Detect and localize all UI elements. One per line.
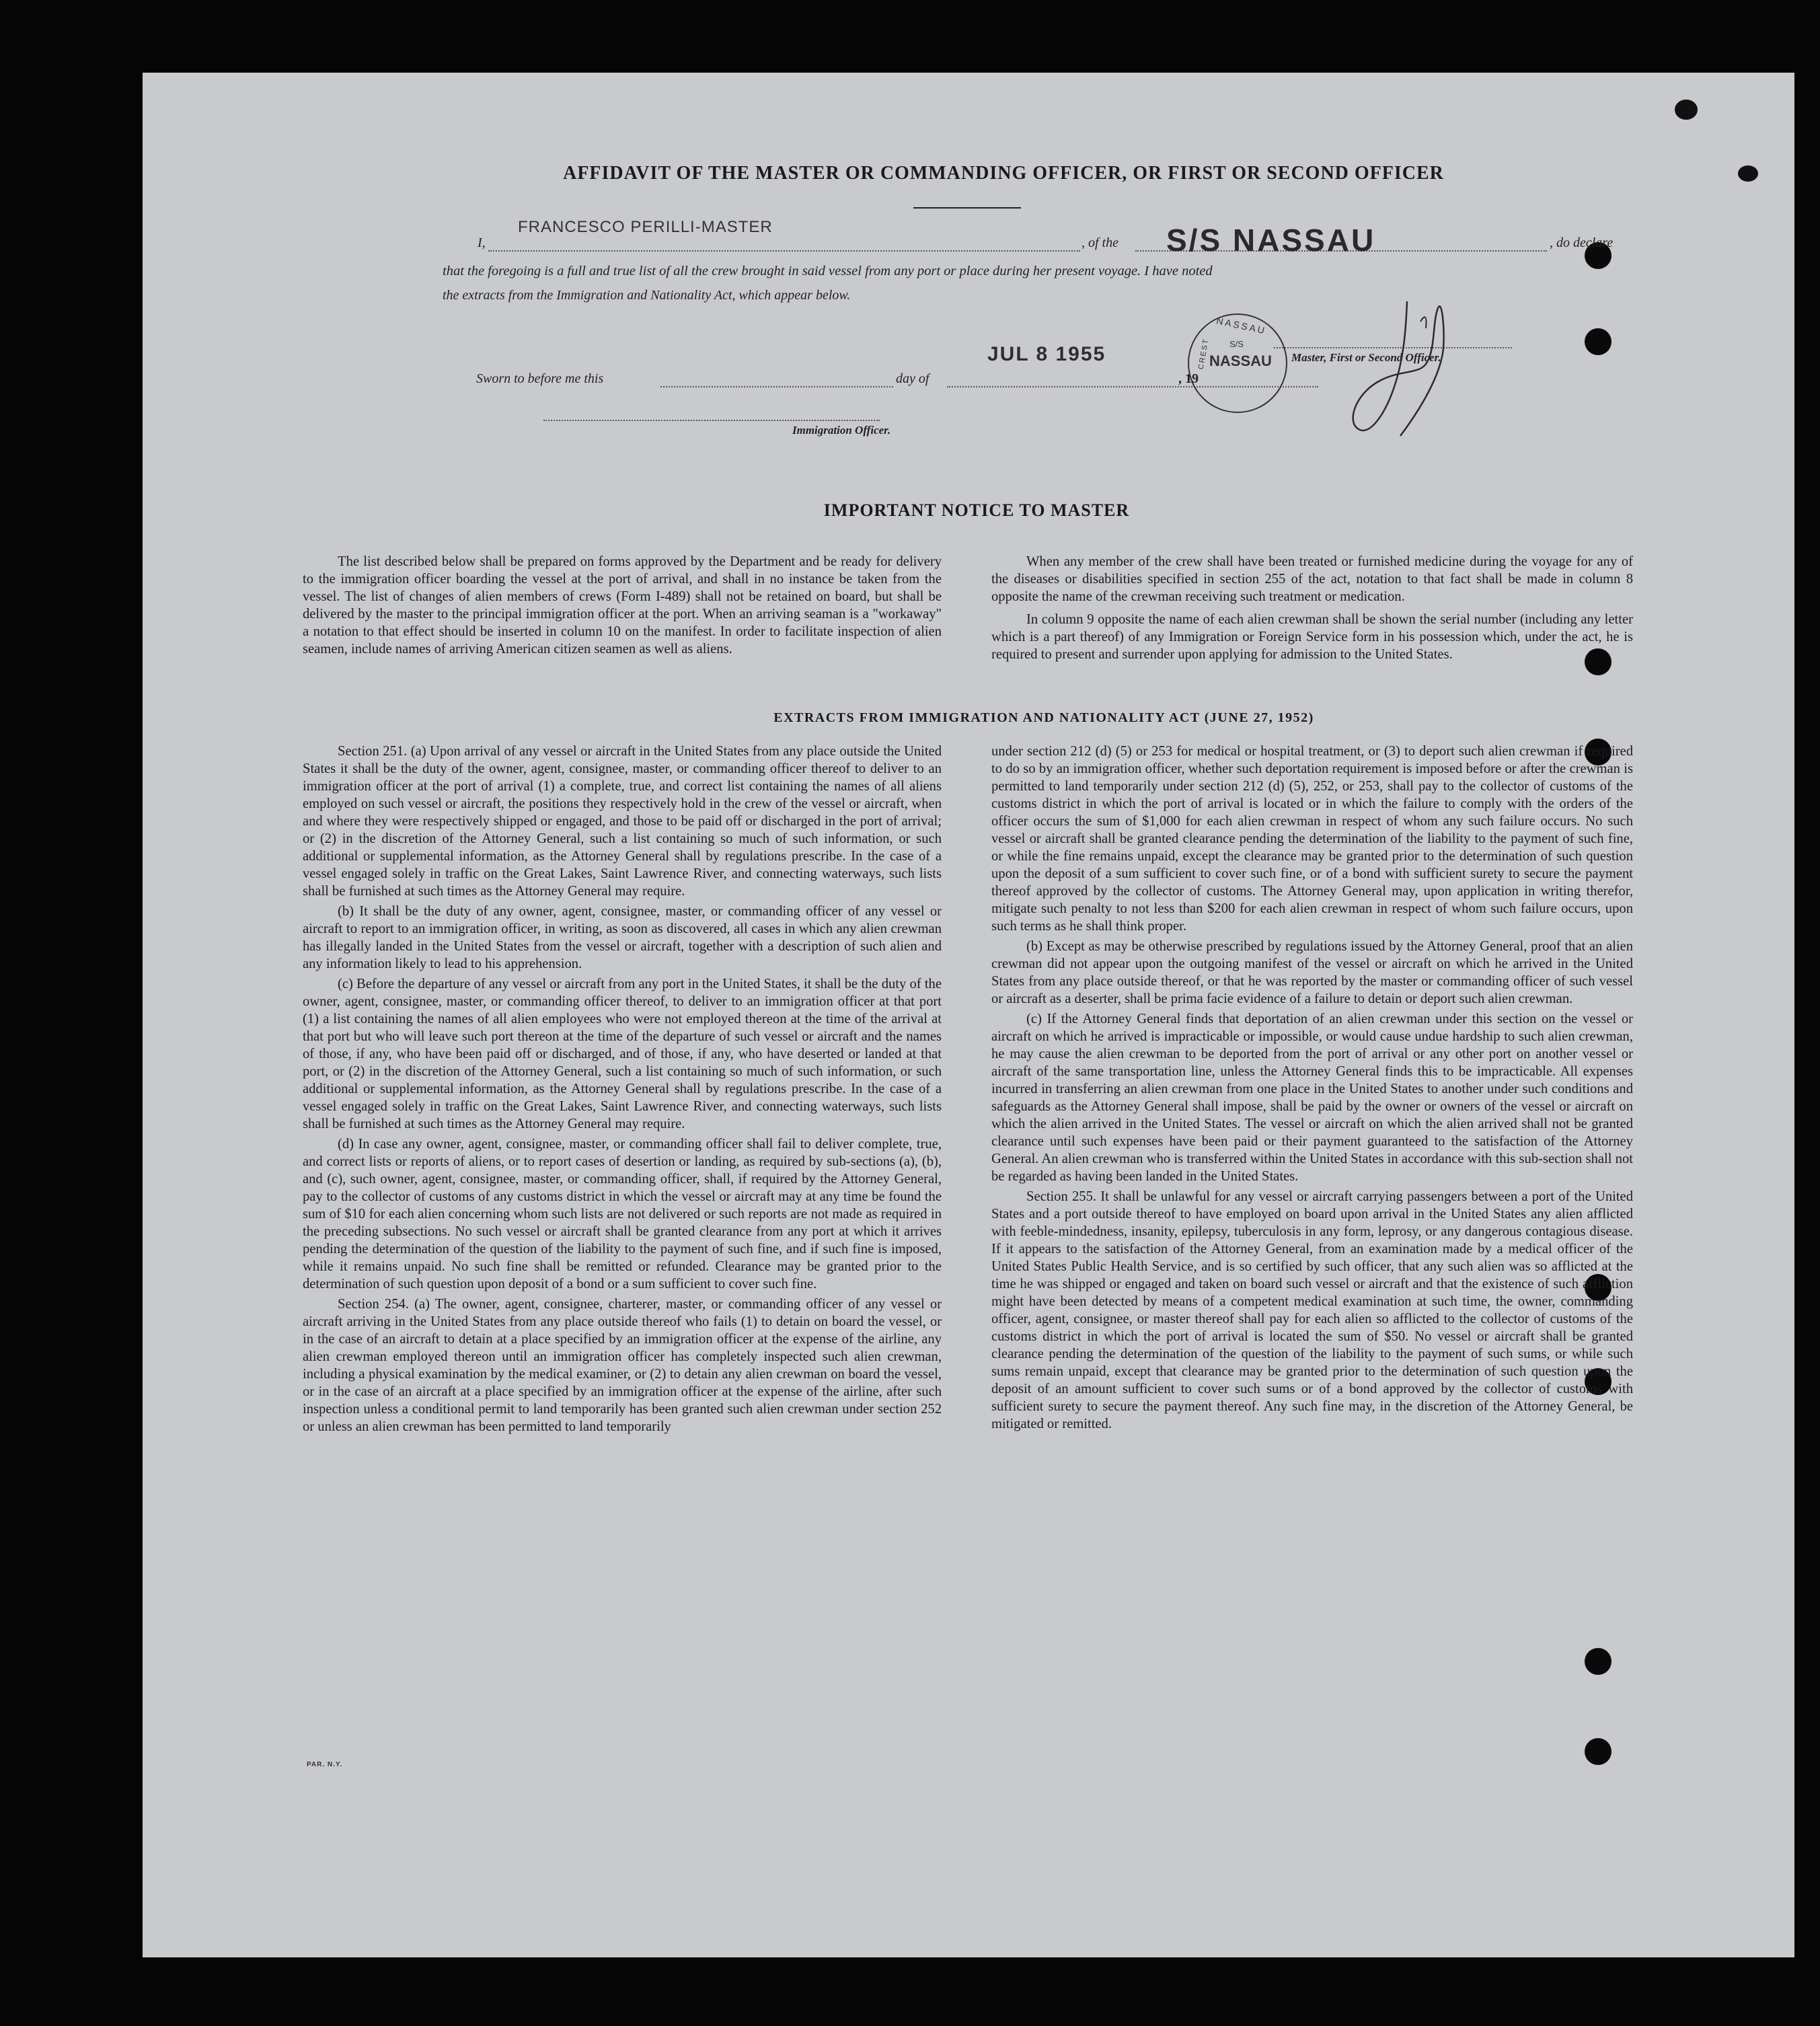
section-254a: Section 254. (a) The owner, agent, consignee, charterer, master, or commanding officer of any vessel or aircraft arriving in the United States from any place outside thereof who fails (1) to detain on board the vessel, or in the case of an aircraft to detain at a place specified by an immigration officer at the expense of the airline, any alien crewman employed thereon until an immigration officer has completely inspected such alien crewman, including a physical examination by the medical examiner, or (2) to detain any alien crewman on board the vessel, or in the case of an aircraft at a place specified by an immigration officer at the expense of the airline, after such inspection unless a conditional permit to land temporarily has been granted such alien crewman under section 252 or unless an alien crewman has been permitted to land temporarily — [303, 1297, 942, 1434]
stamp-text-side: CREST — [1197, 337, 1211, 371]
section-254a-continued: under section 212 (d) (5) or 253 for medical or hospital treatment, or (3) to deport such alien crewman if required to do so by an immigration officer, whether such deportation requirement is imposed before or after the crewman is permitted to land temporarily under section 212 (d) (5), 252, or 253, shall pay to the collector of customs of the customs district in which the port of arrival is located or in which the failure to comply with the orders of the officer occurs the sum of $1,000 for each alien crewman in respect of whom any such failure occurs. No such vessel or aircraft shall be granted clearance pending the determination of the liability to the payment of such fine, or while the fine remains unpaid, except the clearance may be granted prior to the determination of such question upon the deposit of a sum sufficient to cover such fine, or of a bond with sufficient surety to secure the payment thereof approved by the collector of customs. The Attorney General may, upon application in writing therefor, mitigate such penalty to not less than $200 for each alien crewman in respect of whom such failure occurs, upon such terms as he shall think proper. — [991, 744, 1633, 934]
do-declare-label: , do declare — [1550, 235, 1614, 250]
section-251d: (d) In case any owner, agent, consignee, master, or commanding officer shall fail to deliver complete, true, and correct lists or reports of aliens, or to report cases of desertion or landing, as required by sub-sections (a), (b), and (c), such owner, agent, consignee, master, or commanding officer, shall, if required by the Attorney General, pay to the collector of customs of any customs district in which the vessel or aircraft may at any time be found the sum of $10 for each alien concerning whom such lists are not delivered or such reports are not made as required in the preceding subsections. No such vessel or aircraft shall be granted clearance from any port at which it arrives pending the determination of the question of the liability to the payment of such fine, and if such fine is imposed, while it remains unpaid. No such fine shall be remitted or refunded. Clearance may be granted prior to the determination of such question upon deposit of a bond or a sum sufficient to cover such fine. — [303, 1137, 942, 1291]
extracts-right-column — [991, 743, 1633, 1435]
binder-hole — [1585, 1648, 1612, 1675]
notice-right-paragraph-1: When any member of the crew shall have been treated or furnished medicine during the voyage for any of the diseases or disabilities specified in section 255 of the act, notation to that fact shall be made in column 8 opposite the name of the crewman receiving such treatment or medication. — [991, 554, 1633, 604]
title-rule — [913, 207, 1021, 209]
notice-right-paragraph-2: In column 9 opposite the name of each alien crewman shall be shown the serial number (including any letter which is a part thereof) of any Immigration or Foreign Service form in his possession which, under the act, he is required to present and surrender upon applying for admission to the United States. — [991, 612, 1633, 662]
stamp-text-top: NASSAU — [1215, 315, 1268, 336]
document-page — [143, 73, 1794, 1957]
master-title: Master, First or Second Officer. — [1291, 351, 1441, 364]
day-of-label: day of — [896, 371, 930, 386]
affidavit-title: AFFIDAVIT OF THE MASTER OR COMMANDING OFFICER, OR FIRST OR SECOND OFFICER — [563, 163, 1444, 184]
binder-hole — [1585, 1738, 1612, 1765]
stamp-text-center: NASSAU — [1209, 352, 1272, 369]
section-251b: (b) It shall be the duty of any owner, agent, consignee, master, or commanding officer of any vessel or aircraft to report to an immigration officer, in writing, as soon as discovered, all cases in which any alien crewman has illegally landed in the United States from the vessel or aircraft, together with a description of such alien and any information likely to lead to his apprehension. — [303, 904, 942, 971]
vessel-name: S/S NASSAU — [1166, 223, 1376, 258]
section-254b: (b) Except as may be otherwise prescribed by regulations issued by the Attorney General, proof that an alien crewman did not appear upon the outgoing manifest of the vessel or aircraft on which he arrived in the United States from any place outside thereof, or that he was reported by the master or commanding officer of such vessel or aircraft as a deserter, shall be prima facie evidence of a failure to detain or deport such alien crewman. — [991, 939, 1633, 1006]
ink-spot — [1738, 165, 1758, 182]
i-label: I, — [478, 235, 486, 250]
ink-spot — [1675, 100, 1698, 120]
notice-left-column — [303, 553, 942, 661]
section-251a: Section 251. (a) Upon arrival of any vessel or aircraft in the United States from any place outside the United States it shall be the duty of the owner, agent, consignee, master, or commanding officer thereof to deliver to an immigration officer at the port of arrival (1) a complete, true, and correct list containing the names of all aliens employed on such vessel or aircraft, the positions they respectively hold in the crew of the vessel or aircraft, when and where they were respectively shipped or engaged, and those to be paid off or discharged in the port of arrival; or (2) in the discretion of the Attorney General, such a list containing so much of such information, or such additional or supplemental information, as the Attorney General shall by regulations prescribe. In the case of a vessel engaged solely in traffic on the Great Lakes, Saint Lawrence River, and connecting waterways, such lists shall be furnished at such times as the Attorney General may require. — [303, 744, 942, 899]
name-line — [488, 250, 1080, 252]
date-stamp: JUL 8 1955 — [987, 343, 1106, 365]
binder-hole — [1585, 328, 1612, 355]
master-name: FRANCESCO PERILLI-MASTER — [518, 218, 773, 236]
extracts-title: EXTRACTS FROM IMMIGRATION AND NATIONALITY ACT (JUNE 27, 1952) — [773, 710, 1314, 725]
year-label: , 19 — [1178, 371, 1199, 386]
printer-mark: PAR. N.Y. — [307, 1761, 343, 1768]
ship-seal-stamp — [1188, 313, 1287, 413]
immigration-officer-line — [543, 420, 880, 421]
notice-left-paragraph: The list described below shall be prepared on forms approved by the Department and be ready for delivery to the immigration officer boarding the vessel at the port of arrival, and shall in no instance be taken from the vessel. The list of changes of alien members of crews (Form I-489) shall not be retained on board, but shall be delivered by the master to the principal immigration officer at the port. When an arriving seaman is a "workaway" a notation to that effect should be inserted in column 10 on the manifest. In order to facilitate inspection of alien seamen, include names of arriving American citizen seamen as well as aliens. — [303, 554, 942, 656]
section-254c: (c) If the Attorney General finds that deportation of an alien crewman under this section on the vessel or aircraft on which he arrived is impracticable or impossible, or would cause undue hardship to such alien crewman, he may cause the alien crewman to be deported from the port of arrival or any other port on another vessel or aircraft of the same transportation line, unless the Attorney General finds this to be impracticable. All expenses incurred in transferring an alien crewman from one place in the United States to another under such conditions and safeguards as the Attorney General shall impose, shall be paid by the owner or owners of the vessel or aircraft on which the alien arrived in the United States. The vessel or aircraft on which the alien arrived shall not be granted clearance until such expenses have been paid or their payment guaranteed to the satisfaction of the Attorney General. An alien crewman who is transferred within the United States in accordance with this sub-section shall not be regarded as having been landed in the United States. — [991, 1012, 1633, 1184]
master-signature — [1320, 274, 1481, 476]
notice-title: IMPORTANT NOTICE TO MASTER — [823, 500, 1130, 520]
declaration-statement-2: the extracts from the Immigration and Nationality Act, which appear below. — [443, 288, 851, 303]
section-255: Section 255. It shall be unlawful for any vessel or aircraft carrying passengers between a port of the United States and a port outside thereof to have employed on board upon arrival in the United States any alien afflicted with feeble-mindedness, insanity, epilepsy, tuberculosis in any form, leprosy, or any dangerous contagious disease. If it appears to the satisfaction of the Attorney General, from an examination made by a medical officer of the United States Public Health Service, and is so certified by such officer, that any such alien was so afflicted at the time he was shipped or engaged and taken on board such vessel or aircraft and that the existence of such affliction might have been detected by means of a competent medical examination at such time, the owner, commanding officer, agent, consignee, or master thereof shall pay for each alien so afflicted to the collector of customs of the customs district in which the port of arrival is located the sum of $50. No vessel or aircraft shall be granted clearance pending the determination of the question of the liability to the payment of such sums, or while such sums remain unpaid, except that clearance may be granted prior to the determination of such question upon the deposit of an amount sufficient to cover such sums or of a bond approved by the collector of customs with sufficient surety to secure the payment thereof. Any such fine may, in the discretion of the Attorney General, be mitigated or remitted. — [991, 1189, 1633, 1431]
declaration-statement-1: that the foregoing is a full and true list of all the crew brought in said vessel from any port or place during her present voyage. I have noted — [443, 264, 1213, 278]
sworn-label: Sworn to before me this — [476, 371, 604, 386]
notice-right-column — [991, 553, 1633, 666]
stamp-text-middle: S/S — [1229, 339, 1244, 349]
extracts-left-column — [303, 743, 942, 1438]
immigration-officer-label: Immigration Officer. — [792, 424, 891, 437]
section-251c: (c) Before the departure of any vessel or aircraft from any port in the United States, it shall be the duty of the owner, agent, consignee, master, or commanding officer thereof, to deliver to an immigration officer at that port (1) a list containing the names of all alien employees who were not employed thereon at the time of the arrival at that port but who will leave such port thereon at the time of the departure of such vessel or aircraft and the names of those, if any, who have been paid off or discharged, and of those, if any, who have deserted or landed at that port, or (2) in the discretion of the Attorney General, such a list containing so much of such information, or such additional or supplemental information, as the Attorney General shall by regulations prescribe. In the case of a vessel engaged solely in traffic on the Great Lakes, Saint Lawrence River, and connecting waterways, such lists shall be furnished at such times as the Attorney General may require. — [303, 977, 942, 1131]
of-the-label: , of the — [1082, 235, 1118, 250]
sworn-day-line — [660, 386, 893, 387]
